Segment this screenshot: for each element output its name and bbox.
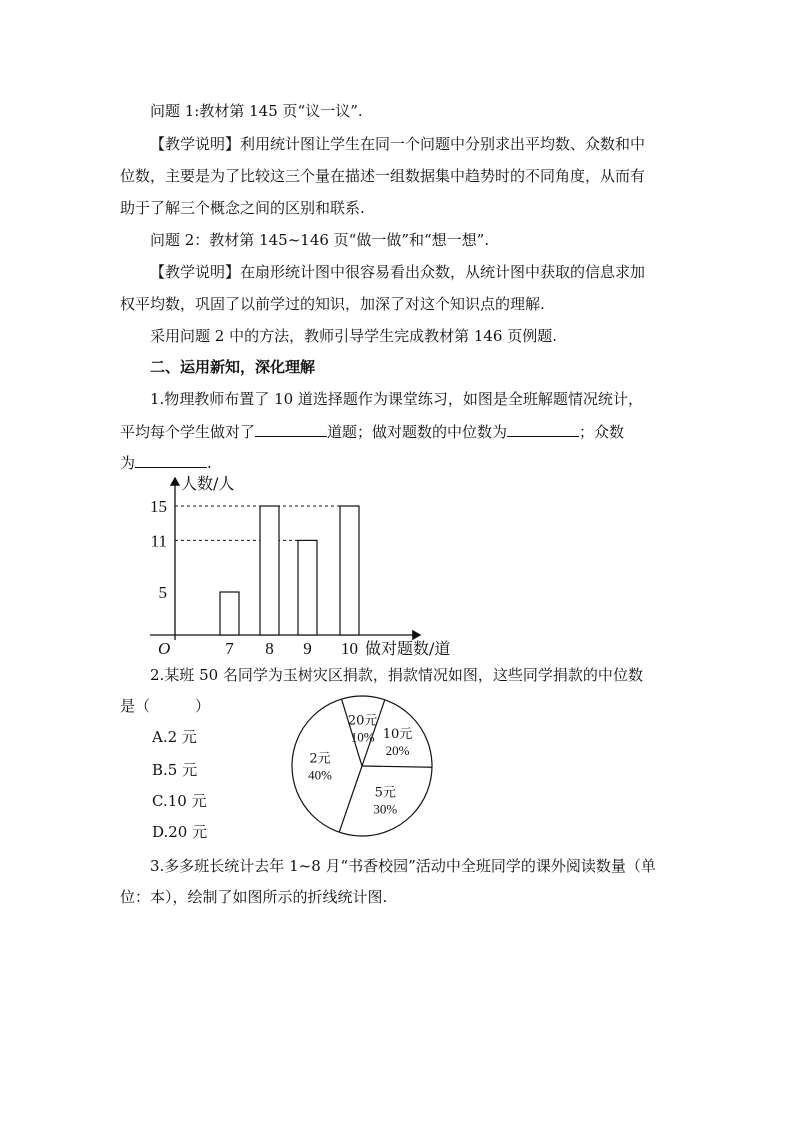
slice-percent-0: 10% <box>350 729 375 745</box>
slice-label-2: 5元 <box>374 785 396 801</box>
exercise-1-text-a: 平均每个学生做对了 <box>120 423 256 441</box>
slice-percent-1: 20% <box>385 743 410 759</box>
x-tick-label-9: 9 <box>303 639 312 658</box>
slice-percent-3: 40% <box>308 767 332 783</box>
x-tick-label-8: 8 <box>265 639 274 658</box>
teaching-note-1-line-2: 位数，主要是为了比较这三个量在描述一组数据集中趋势时的不同角度，从而有 <box>120 167 646 185</box>
option-a[interactable]: A.2 元 <box>152 728 197 746</box>
slice-percent-2: 30% <box>373 801 398 817</box>
question-1: 问题 1:教材第 145 页“议一议”. <box>150 102 363 120</box>
pie-chart <box>282 686 442 846</box>
teaching-note-2-line-2: 权平均数，巩固了以前学过的知识，加深了对这个知识点的理解. <box>120 295 545 313</box>
slice-label-3: 2元 <box>309 751 331 767</box>
exercise-1-text-d: 为 <box>120 454 136 472</box>
exercise-1-text-b: 道题；做对题数的中位数为 <box>327 423 508 441</box>
exercise-1-text-e: . <box>207 454 212 472</box>
slice-label-1: 10元 <box>382 727 413 743</box>
y-tick-label-5: 5 <box>158 583 167 602</box>
section-heading: 二、运用新知，深化理解 <box>150 358 316 376</box>
x-tick-label-7: 7 <box>225 639 234 658</box>
slice-label-0: 20元 <box>347 713 378 729</box>
option-c[interactable]: C.10 元 <box>152 792 207 810</box>
exercise-1-line-2 <box>120 421 680 442</box>
y-tick-label-11: 11 <box>150 531 167 551</box>
y-axis-label: 人数/人 <box>181 474 235 493</box>
bar-chart <box>0 470 794 670</box>
answer-blank-median[interactable] <box>507 421 579 437</box>
exercise-3-line-2: 位：本），绘制了如图所示的折线统计图. <box>120 888 388 906</box>
teaching-note-1-line-1: 【教学说明】利用统计图让学生在同一个问题中分别求出平均数、众数和中 <box>150 135 646 153</box>
x-axis-label: 做对题数/道 <box>365 639 451 658</box>
x-tick-label-10: 10 <box>341 639 358 658</box>
exercise-2-line-1: 2.某班 50 名同学为玉树灾区捐款，捐款情况如图，这些同学捐款的中位数 <box>150 666 643 684</box>
method-paragraph: 采用问题 2 中的方法，教师引导学生完成教材第 146 页例题. <box>150 327 558 345</box>
option-b[interactable]: B.5 元 <box>152 761 198 779</box>
exercise-1-line-1: 1.物理教师布置了 10 道选择题作为课堂练习，如图是全班解题情况统计， <box>150 390 643 408</box>
option-d[interactable]: D.20 元 <box>152 823 208 841</box>
bar-9 <box>298 540 317 635</box>
answer-blank-mode[interactable] <box>135 452 207 468</box>
bar-7 <box>220 592 239 635</box>
y-tick-label-15: 15 <box>150 497 167 516</box>
bar-10 <box>340 506 359 635</box>
question-2: 问题 2：教材第 145~146 页“做一做”和“想一想”. <box>150 231 490 249</box>
origin-label: O <box>158 639 171 658</box>
teaching-note-2-line-1: 【教学说明】在扇形统计图中很容易看出众数，从统计图中获取的信息求加 <box>150 263 646 281</box>
answer-blank-average[interactable] <box>255 421 327 437</box>
exercise-3-line-1: 3.多多班长统计去年 1~8 月“书香校园”活动中全班同学的课外阅读数量（单 <box>150 857 656 875</box>
teaching-note-1-line-3: 助于了解三个概念之间的区别和联系. <box>120 199 365 217</box>
bar-8 <box>260 506 279 635</box>
exercise-1-text-c: ；众数 <box>579 423 625 441</box>
exercise-2-line-2: 是（ ） <box>120 697 211 715</box>
